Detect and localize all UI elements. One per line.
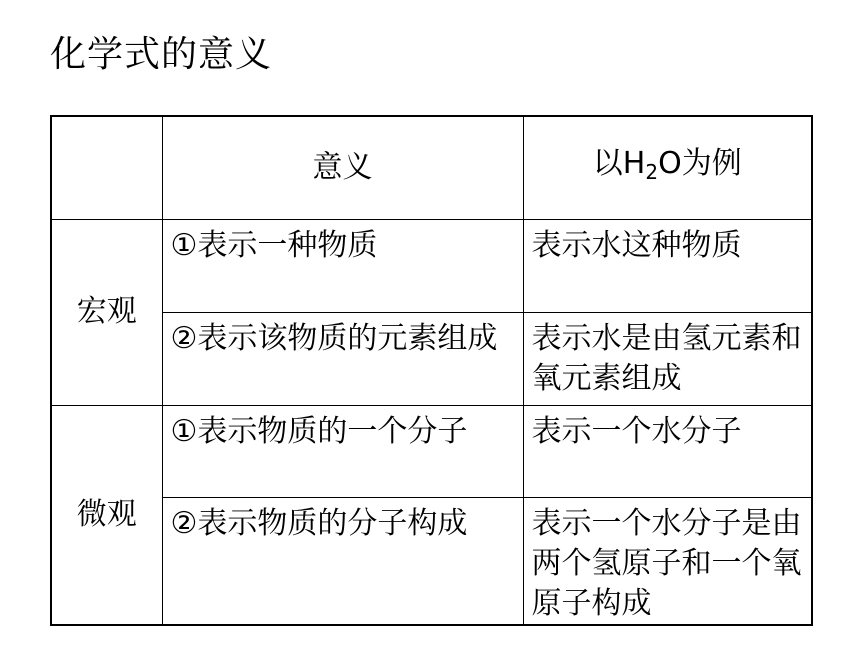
header-example bbox=[523, 116, 812, 219]
meaning-text: ①表示物质的一个分子 bbox=[170, 413, 468, 449]
example-cell bbox=[523, 312, 812, 405]
header-example-label bbox=[593, 144, 742, 192]
group-label-macro: 宏观 bbox=[51, 219, 162, 405]
example-text: 表示水这种物质 bbox=[531, 227, 742, 263]
table-row bbox=[51, 312, 812, 405]
example-cell bbox=[523, 219, 812, 312]
table-row bbox=[51, 405, 812, 497]
example-cell bbox=[523, 405, 812, 497]
example-text: 表示一个水分子是由两个氢原子和一个氧原子构成 bbox=[531, 505, 802, 621]
table-row bbox=[51, 219, 812, 312]
meaning-cell bbox=[162, 312, 523, 405]
header-example-prefix: 以 bbox=[592, 145, 623, 181]
example-cell bbox=[523, 497, 812, 625]
meaning-text: ①表示一种物质 bbox=[170, 227, 378, 263]
table-row bbox=[51, 497, 812, 625]
meaning-text: ②表示该物质的元素组成 bbox=[170, 320, 498, 356]
header-meaning-label: 意义 bbox=[312, 149, 373, 185]
example-text: 表示水是由氢元素和氧元素组成 bbox=[531, 320, 802, 396]
group-label-micro: 微观 bbox=[51, 405, 162, 625]
example-text: 表示一个水分子 bbox=[531, 413, 742, 449]
meaning-cell bbox=[162, 497, 523, 625]
meaning-cell bbox=[162, 219, 523, 312]
formula-h: H bbox=[622, 145, 646, 181]
meaning-table bbox=[50, 115, 813, 626]
header-example-suffix: 为例 bbox=[681, 145, 742, 181]
formula-subscript: 2 bbox=[645, 159, 659, 184]
header-empty-cell bbox=[51, 116, 162, 219]
formula-o: O bbox=[658, 145, 682, 181]
meaning-text: ②表示物质的分子构成 bbox=[170, 505, 468, 541]
meaning-cell bbox=[162, 405, 523, 497]
header-meaning bbox=[162, 116, 523, 219]
table-header-row bbox=[51, 116, 812, 219]
page-title: 化学式的意义 bbox=[50, 34, 273, 75]
